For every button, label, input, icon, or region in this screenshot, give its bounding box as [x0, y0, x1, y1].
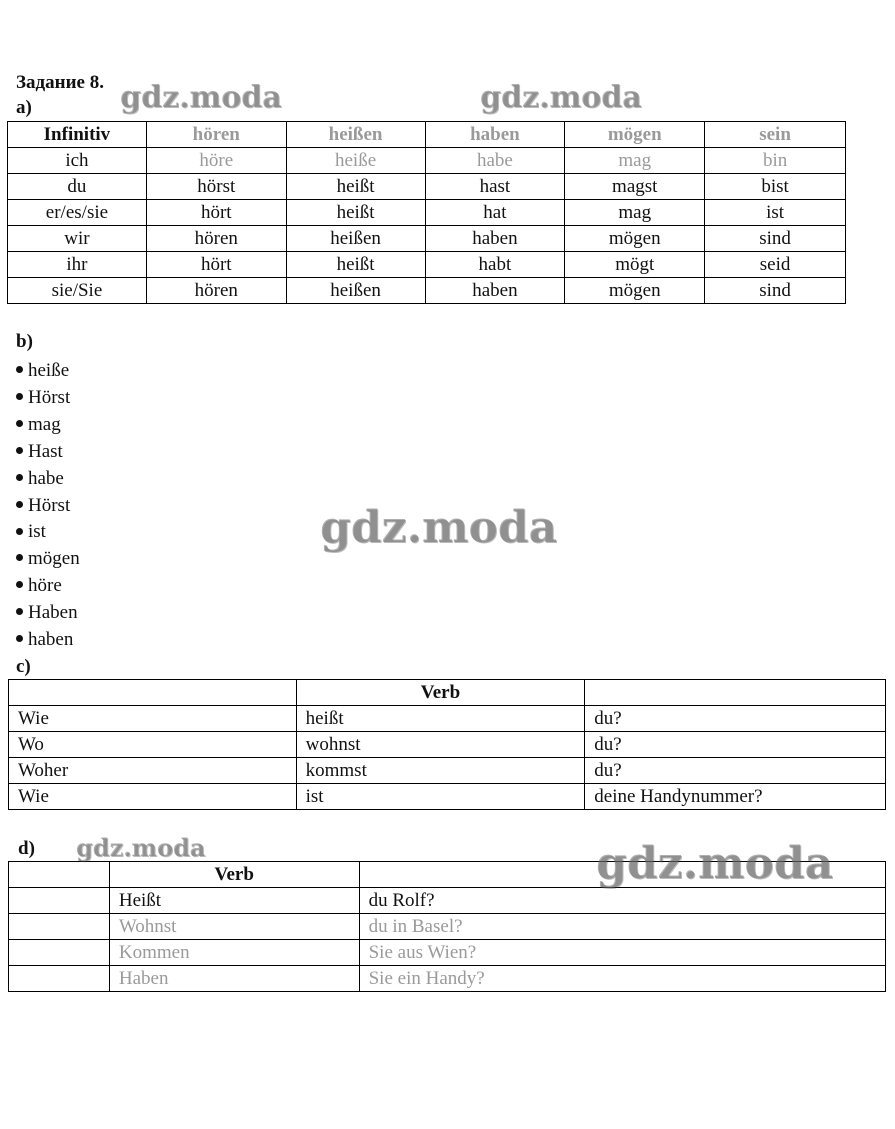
header-cell: hören [146, 122, 286, 148]
table-row [9, 732, 886, 758]
table-cell: heißt [286, 174, 425, 200]
table-cell: du? [585, 732, 886, 758]
table-cell: hören [146, 226, 286, 252]
header-cell: Verb [109, 862, 359, 888]
header-cell [9, 680, 297, 706]
list-item-text: mögen [28, 548, 80, 570]
list-item-text: Hörst [28, 386, 71, 408]
table-row [8, 148, 846, 174]
table-cell: mag [565, 200, 705, 226]
table-header-row [9, 862, 886, 888]
list-item-text: mag [28, 413, 61, 435]
list-item-text: Hörst [28, 494, 71, 516]
conjugation-table [7, 121, 846, 304]
table-cell: er/es/sie [8, 200, 147, 226]
bullet-icon [16, 554, 23, 561]
header-cell: Verb [296, 680, 585, 706]
table-header-row [8, 122, 846, 148]
table-cell [9, 940, 110, 966]
table-header-row [9, 680, 886, 706]
table-cell: Sie ein Handy? [359, 966, 885, 992]
table-cell: heißt [286, 200, 425, 226]
table-cell: Wohnst [109, 914, 359, 940]
table-cell: du Rolf? [359, 888, 885, 914]
list-item-text: ist [28, 521, 46, 543]
list-item-text: heiße [28, 360, 70, 381]
table-cell: Kommen [109, 940, 359, 966]
header-cell: haben [425, 122, 565, 148]
table-cell: höre [146, 148, 286, 174]
header-cell: sein [705, 122, 846, 148]
list-item [16, 412, 80, 439]
watermark-logo: gdz.moda [120, 80, 282, 115]
question-table-c [8, 679, 886, 810]
table-cell: ihr [8, 252, 147, 278]
table-cell: du? [585, 706, 886, 732]
table-cell: mögen [565, 226, 705, 252]
table-cell: heißen [286, 226, 425, 252]
table-cell: hört [146, 200, 286, 226]
table-row [8, 200, 846, 226]
table-row [9, 966, 886, 992]
table-cell: haben [425, 278, 565, 304]
page-title: Задание 8. [16, 72, 104, 93]
bullet-icon [16, 581, 23, 588]
table-cell: ist [296, 784, 585, 810]
table-row [9, 888, 886, 914]
table-cell: heißen [286, 278, 425, 304]
table-cell: wohnst [296, 732, 585, 758]
header-cell [9, 862, 110, 888]
table-row [8, 226, 846, 252]
table-cell [9, 888, 110, 914]
section-b-label: b) [16, 331, 33, 352]
header-cell: Infinitiv [8, 122, 147, 148]
table-row [8, 252, 846, 278]
watermark-logo: gdz.moda [596, 838, 834, 889]
table-row [9, 758, 886, 784]
table-cell: sind [705, 226, 846, 252]
table-cell: bist [705, 174, 846, 200]
question-table-d [8, 861, 886, 992]
section-c-label: c) [16, 656, 31, 677]
table-cell: sind [705, 278, 846, 304]
table-cell: heiße [286, 148, 425, 174]
list-item [16, 627, 80, 654]
table-cell: ich [8, 148, 147, 174]
section-a-label: a) [16, 97, 32, 118]
bullet-icon [16, 393, 23, 400]
table-cell: du in Basel? [359, 914, 885, 940]
table-cell: hörst [146, 174, 286, 200]
table-cell: heißt [296, 706, 585, 732]
table-cell [9, 966, 110, 992]
table-cell: du? [585, 758, 886, 784]
list-item [16, 519, 80, 546]
table-cell: mögen [565, 278, 705, 304]
table-cell: hat [425, 200, 565, 226]
table-cell: ist [705, 200, 846, 226]
table-row [9, 914, 886, 940]
bullet-icon [16, 608, 23, 615]
list-item-text: habe [28, 467, 64, 489]
table-cell: heißt [286, 252, 425, 278]
table-cell: sie/Sie [8, 278, 147, 304]
header-cell [359, 862, 885, 888]
watermark-logo: gdz.moda [320, 502, 558, 553]
bullet-icon [16, 501, 23, 508]
list-item-text: Hast [28, 440, 63, 462]
table-cell: bin [705, 148, 846, 174]
table-cell: hast [425, 174, 565, 200]
bullet-icon [16, 447, 23, 454]
list-item [16, 546, 80, 573]
answer-list [16, 358, 80, 654]
bullet-icon [16, 635, 23, 642]
table-row [8, 278, 846, 304]
table-cell: hören [146, 278, 286, 304]
watermark-logo: gdz.moda [76, 833, 206, 862]
table-cell: kommst [296, 758, 585, 784]
table-cell [9, 914, 110, 940]
list-item-text: Haben [28, 602, 78, 624]
table-row [8, 174, 846, 200]
list-item [16, 358, 80, 385]
table-cell: Woher [9, 758, 297, 784]
list-item [16, 573, 80, 600]
table-cell: haben [425, 226, 565, 252]
watermark-logo: gdz.moda [480, 80, 642, 115]
table-cell: deine Handynummer? [585, 784, 886, 810]
list-item [16, 493, 80, 520]
table-row [9, 784, 886, 810]
section-d-label: d) [18, 838, 35, 859]
table-cell: wir [8, 226, 147, 252]
list-item [16, 439, 80, 466]
table-cell: Wie [9, 706, 297, 732]
list-item [16, 466, 80, 493]
list-item-text: haben [28, 629, 74, 651]
table-row [9, 706, 886, 732]
table-cell: Sie aus Wien? [359, 940, 885, 966]
table-cell: du [8, 174, 147, 200]
table-cell: habt [425, 252, 565, 278]
list-item-text: höre [28, 575, 62, 597]
table-cell: mögt [565, 252, 705, 278]
table-cell: Haben [109, 966, 359, 992]
bullet-icon [16, 474, 23, 481]
table-row [9, 940, 886, 966]
table-cell: habe [425, 148, 565, 174]
header-cell: mögen [565, 122, 705, 148]
table-cell: Wie [9, 784, 297, 810]
bullet-icon [16, 366, 23, 373]
table-cell: seid [705, 252, 846, 278]
bullet-icon [16, 528, 23, 535]
list-item [16, 385, 80, 412]
table-cell: mag [565, 148, 705, 174]
list-item [16, 600, 80, 627]
table-cell: magst [565, 174, 705, 200]
bullet-icon [16, 420, 23, 427]
table-cell: Heißt [109, 888, 359, 914]
table-cell: hört [146, 252, 286, 278]
header-cell: heißen [286, 122, 425, 148]
header-cell [585, 680, 886, 706]
table-cell: Wo [9, 732, 297, 758]
